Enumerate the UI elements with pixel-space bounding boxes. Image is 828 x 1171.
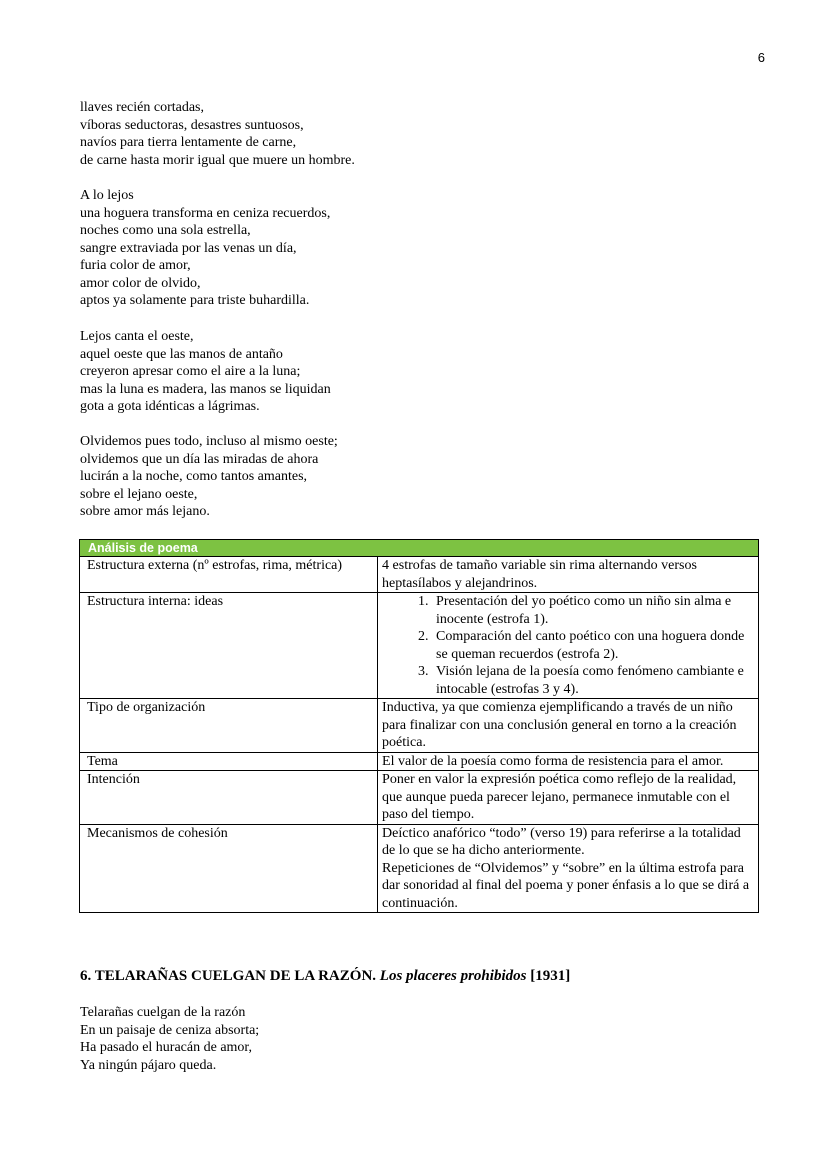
poem-line: mas la luna es madera, las manos se liquidan [80,381,331,397]
poem-stanza-4 [80,433,338,521]
table-header-row [80,540,759,557]
row-value [378,593,759,699]
poem-line: gota a gota idénticas a lágrimas. [80,399,260,414]
poem-line: aquel oeste que las manos de antaño [80,346,283,362]
poem-line: A lo lejos [80,188,134,203]
section-title: 6. TELARAÑAS CUELGAN DE LA RAZÓN. [80,968,377,984]
poem-line: Ha pasado el huracán de amor, [80,1040,253,1055]
poem-line: aptos ya solamente para triste buhardilla. [80,293,310,308]
row-label: Tipo de organización [80,699,378,753]
row-label: Intención [80,771,378,825]
poem-line: Olvidemos pues todo, incluso al mismo oeste; [80,434,338,449]
poem-analysis-table [79,539,759,913]
row-value: Inductiva, ya que comienza ejemplificando a través de un niño para finalizar con una conclusión general en torno a la creación poética. [378,699,759,753]
poem-line: una hoguera transforma en ceniza recuerdos, [80,205,331,221]
table-header: Análisis de poema [80,540,759,557]
list-item: 2. Comparación del canto poético con una hoguera donde se queman recuerdos (estrofa 2). [432,628,754,663]
poem-line: sobre amor más lejano. [80,504,210,519]
row-label: Tema [80,752,378,771]
section-heading [80,968,570,985]
poem-line: En un paisaje de ceniza absorta; [80,1022,260,1038]
row-value: 4 estrofas de tamaño variable sin rima alternando versos heptasílabos y alejandrinos. [378,557,759,593]
poem-line: llaves recién cortadas, [80,100,204,115]
table-row [80,699,759,753]
table-row [80,557,759,593]
cell-paragraph: Repeticiones de “Olvidemos” y “sobre” en la última estrofa para dar sonoridad al final del poema y poner énfasis a lo que se dirá a continuación. [382,860,750,911]
poem-stanza-2 [80,187,330,310]
row-value [378,824,759,913]
poem-stanza-1 [80,99,355,169]
poem-line: creyeron apresar como el aire a la luna; [80,364,301,379]
ideas-list [382,593,754,698]
table-row [80,593,759,699]
poem-line: Telarañas cuelgan de la razón [80,1005,246,1020]
row-label: Mecanismos de cohesión [80,824,378,913]
row-value: El valor de la poesía como forma de resistencia para el amor. [378,752,759,771]
poem-line: de carne hasta morir igual que muere un hombre. [80,152,355,168]
poem-line: Lejos canta el oeste, [80,329,194,344]
table-row [80,824,759,913]
poem-line: lucirán a la noche, como tantos amantes, [80,469,308,484]
row-value: Poner en valor la expresión poética como reflejo de la realidad, que aunque pueda parecer lejano, permanece inmutable con el paso del tiempo. [378,771,759,825]
poem-stanza-final [80,1004,259,1074]
list-item: 3. Visión lejana de la poesía como fenómeno cambiante e intocable (estrofas 3 y 4). [432,663,754,698]
poem-line: víboras seductoras, desastres suntuosos, [80,117,304,133]
row-label: Estructura interna: ideas [80,593,378,699]
poem-stanza-3 [80,328,331,416]
table-row [80,752,759,771]
poem-line: olvidemos que un día las miradas de ahora [80,451,319,467]
poem-line: amor color de olvido, [80,275,201,291]
poem-line: sangre extraviada por las venas un día, [80,240,297,256]
poem-line: navíos para tierra lentamente de carne, [80,135,297,150]
table-row [80,771,759,825]
poem-line: furia color de amor, [80,258,191,273]
row-label: Estructura externa (nº estrofas, rima, métrica) [80,557,378,593]
list-item: 1. Presentación del yo poético como un niño sin alma e inocente (estrofa 1). [432,593,754,628]
book-year: [1931] [530,968,571,984]
poem-line: noches como una sola estrella, [80,223,251,238]
cell-paragraph: Deíctico anafórico “todo” (verso 19) para referirse a la totalidad de lo que se ha dicho anteriormente. [382,825,741,858]
page-number: 6 [757,50,765,65]
poem-line: sobre el lejano oeste, [80,486,198,502]
book-title: Los placeres prohibidos [379,968,527,984]
poem-line: Ya ningún pájaro queda. [80,1057,217,1073]
